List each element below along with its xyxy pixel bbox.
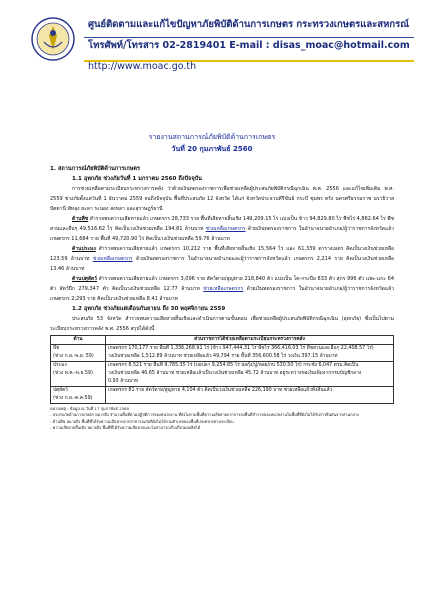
detail-line: วงเงินช่วยเหลือ 1,512.89 ล้านบาท ช่วยเหลือแล้ว 49,794 ราย พื้นที่ 356,600.58 ไร่ วงเงิน 397.15 ล้านบาท bbox=[108, 354, 338, 359]
subsection-1-2-intro: ประสบภัย 53 จังหวัด สำรวจพบความเสียหายสิ้นเชิงและดำเนินการตามขั้นตอน เพื่อช่วยเหลือผู้ประสบภัยพิบัติกรณีฉุกเฉิน (อุทกภัย) ซึ่งเป็นไปตามระเบียบกระทรวงการคลัง พ.ศ. 2556 สรุปได้ดังนี้ bbox=[50, 316, 394, 332]
table-header-row bbox=[51, 336, 394, 345]
table-row bbox=[51, 345, 394, 362]
footnotes bbox=[50, 406, 394, 431]
crop-text-1: สำรวจพบความเสียหายแล้ว เกษตรกร 28,733 ราย พื้นที่เสียหายสิ้นเชิง 149,209.15 ไร่ แบ่งเป็น ข้าว 94,829.80 ไร่ พืชไร่ 4,862.64 ไร่ พืชสวนและอื่นๆ 49,516.62 ไร่ คิดเป็นวงเงินช่วยเหลือ 194.81 ล้านบาท bbox=[50, 216, 394, 232]
contact-line: โทรศัพท์/โทรสาร 02-2819401 E-mail : disas_moac@hotmail.com bbox=[88, 40, 410, 51]
report-title: รายงานสถานการณ์ภัยพิบัติด้านการเกษตร bbox=[148, 133, 276, 141]
footnote-line: - ความเสียหายสิ้นเชิง หมายถึง พื้นที่ที่ได้รับความเสียหายและไม่สามารถเก็บเกี่ยวผลผลิตได้ bbox=[50, 424, 201, 430]
table-cell-side bbox=[51, 362, 106, 387]
crop-assist-link[interactable]: ช่วยเหลือเกษตรกร bbox=[205, 226, 246, 232]
table-cell-side bbox=[51, 345, 106, 362]
fishery-paragraph bbox=[50, 244, 394, 274]
fishery-assist-link[interactable]: ช่วยเหลือเกษตรกร bbox=[92, 256, 133, 262]
assistance-table bbox=[50, 335, 394, 404]
subsection-1-1-intro: การช่วยเหลือตามระเบียบกระทรวงการคลัง ว่าด้วยเงินทดรองราชการเพื่อช่วยเหลือผู้ประสบภัยพิบัติกรณีฉุกเฉิน พ.ศ. 2556 และแก้ไขเพิ่มเติม พ.ศ. 2559 ช่วงภัยตั้งแต่วันที่ 1 ธันวาคม 2559 จนถึงปัจจุบัน พื้นที่ประสบภัย 12 จังหวัด ได้แก่ จังหวัดประจวบคีรีขันธ์ กระบี่ ชุมพร ตรัง นครศรีธรรมราช นราธิวาส ปัตตานี พัทลุง ยะลา ระนอง สงขลา และสุราษฎร์ธานี bbox=[50, 186, 394, 212]
subsection-1-1-heading: 1.1 อุทกภัย ช่วงภัยวันที่ 1 มกราคม 2560 ถึงปัจจุบัน bbox=[72, 176, 202, 182]
side-period: (ช่วง ก.ย.-ต.ค.59) bbox=[53, 396, 93, 401]
detail-line: 0.93 ล้านบาท bbox=[108, 379, 139, 384]
crop-paragraph bbox=[50, 214, 394, 244]
table-cell-side bbox=[51, 387, 106, 404]
crop-text-2: ด้วยเงินทดรองราชการ ในอำนาจนายอำเภอ/ผู้ว่าราชการจังหวัดแล้ว เกษตรกร 11,684 ราย พื้นที่ 49,720.90 ไร่ คิดเป็นวงเงินช่วยเหลือ 59.76 ล้านบาท bbox=[50, 226, 394, 242]
detail-line: เกษตรกร 81 ราย สัตว์ตาย/สูญหาย 4,104 ตัว คิดเป็นวงเงินช่วยเหลือ 226,190 บาท ช่วยเหลือแล้วทั้งสิ้นแล้ว bbox=[108, 388, 333, 393]
detail-line: เกษตรกร 8,521 ราย พื้นที่ 9,785.35 ไร่ (บ่อปลา 9,254.85 ไร่ บ่อกุ้ง/ปู/หอย/กบ 530.50 ไร่) กระชัง 6,047 ตรม.คิดเป็น bbox=[108, 363, 359, 368]
livestock-label: ด้านปศุสัตว์ bbox=[72, 276, 97, 282]
livestock-paragraph bbox=[50, 274, 394, 304]
table-row bbox=[51, 362, 394, 387]
org-name: ศูนย์ติดตามและแก้ไขปัญหาภัยพิบัติด้านการเกษตร กระทรวงเกษตรและสหกรณ์ bbox=[88, 19, 410, 30]
table-cell-detail bbox=[106, 362, 394, 387]
subsection-1-2-heading: 1.2 อุทกภัย ช่วงภัยแต่เดือนกันยายน ถึง 30 พฤศจิกายน 2559 bbox=[72, 306, 226, 312]
side-period: (ช่วง พ.ค.-พ.ย.59) bbox=[53, 371, 93, 376]
ministry-seal-logo bbox=[30, 16, 76, 62]
fishery-label: ด้านประมง bbox=[72, 246, 96, 252]
side-name: ปศุสัตว์ bbox=[53, 388, 68, 393]
side-period: (ช่วง ก.ย.-พ.ย. 59) bbox=[53, 354, 94, 359]
footnote-line: - ด้านพืช หมายถึง พื้นที่ที่ได้รับความเสียหายจากสาธารณภัยที่ยังไม่ได้รวมตัวเลขของพื้นที่เกษตรกรตามระเบียบ bbox=[50, 418, 234, 424]
letterhead bbox=[0, 0, 424, 80]
livestock-assist-link[interactable]: ช่วยเหลือเกษตรกร bbox=[203, 286, 244, 292]
report-date: วันที่ 20 กุมภาพันธ์ 2560 bbox=[171, 145, 253, 153]
detail-line: เกษตรกร 170,177 ราย พื้นที่ 1,336,268.91 ไร่ (ข้าว 947,444.31 ไร่ พืชไร่ 366,416.03 ไร่ พืชสวนและอื่นๆ 22,408.57 ไร่) bbox=[108, 346, 374, 351]
side-name: ประมง bbox=[53, 363, 67, 368]
livestock-text-1: สำรวจพบความเสียหายแล้ว เกษตรกร 3,096 ราย สัตว์ตาย/สูญหาย 218,840 ตัว แบ่งเป็น โค-กระบือ 833 ตัว สุกร 996 ตัว แพะ-แกะ 64 ตัว สัตว์ปีก 279,347 ตัว คิดเป็นวงเงินช่วยเหลือ 12.77 ล้านบาท bbox=[50, 276, 394, 292]
table-cell-detail bbox=[106, 345, 394, 362]
section-heading: 1. สถานการณ์ภัยพิบัติด้านการเกษตร bbox=[50, 166, 141, 172]
table-cell-detail bbox=[106, 387, 394, 404]
footnote-line: หมายเหตุ : ข้อมูล ณ วันที่ 17 กุมภาพันธ์ 2560 bbox=[50, 406, 130, 411]
header-text bbox=[88, 14, 418, 77]
crop-label: ด้านพืช bbox=[72, 216, 89, 222]
livestock-text-2: ด้วยเงินทดรองราชการ ในอำนาจนายอำเภอ/ผู้ว่าราชการจังหวัดแล้ว เกษตรกร 2,293 ราย คิดเป็นวงเงินช่วยเหลือ 8.41 ล้านบาท bbox=[50, 286, 394, 302]
table-row bbox=[51, 387, 394, 404]
table-header-assist: ส่วนราชการได้ช่วยเหลือตามระเบียบกระทรวงการคลัง bbox=[106, 336, 394, 345]
website-link[interactable]: http://www.moac.go.th bbox=[88, 61, 197, 72]
side-name: พืช bbox=[53, 346, 60, 351]
footnote-line: - ประสบภัยด้านการเกษตร หมายถึง จำนวนพื้นที่ตามปฏิบัติการของหน่วยงาน ที่ยังไม่รวมพื้นที่ความเสียหายจากการลงพื้นที่สำรวจของหน่วยงานในพื้นที่ที่ยังไม่ได้รับการยืนยันจากส่วนกลาง bbox=[50, 412, 359, 418]
fishery-text-2: ด้วยเงินทดรองราชการ ในอำนาจนายอำเภอและผู้ว่าราชการจังหวัดแล้ว เกษตรกร 2,214 ราย คิดเป็นวงเงินช่วยเหลือ 13.46 ล้านบาท bbox=[50, 256, 395, 272]
report-body bbox=[50, 164, 394, 431]
table-header-side: ด้าน bbox=[51, 336, 106, 345]
fishery-text-1: สำรวจพบความเสียหายแล้ว เกษตรกร 10,212 ราย พื้นที่เสียหายสิ้นเชิง 15,564 ไร่ และ 61,339 ตารางเมตร คิดเป็นวงเงินช่วยเหลือ 123.59 ล้านบาท bbox=[50, 246, 394, 262]
detail-line: วงเงินช่วยเหลือ 46.65 ล้านบาท ช่วยเหลือแล้วเป็นวงเงินช่วยเหลือ 45.72 ล้านบาท อยู่ระหว่างขอเงินเพิ่มจากกรมบัญชีกลาง bbox=[108, 371, 362, 376]
